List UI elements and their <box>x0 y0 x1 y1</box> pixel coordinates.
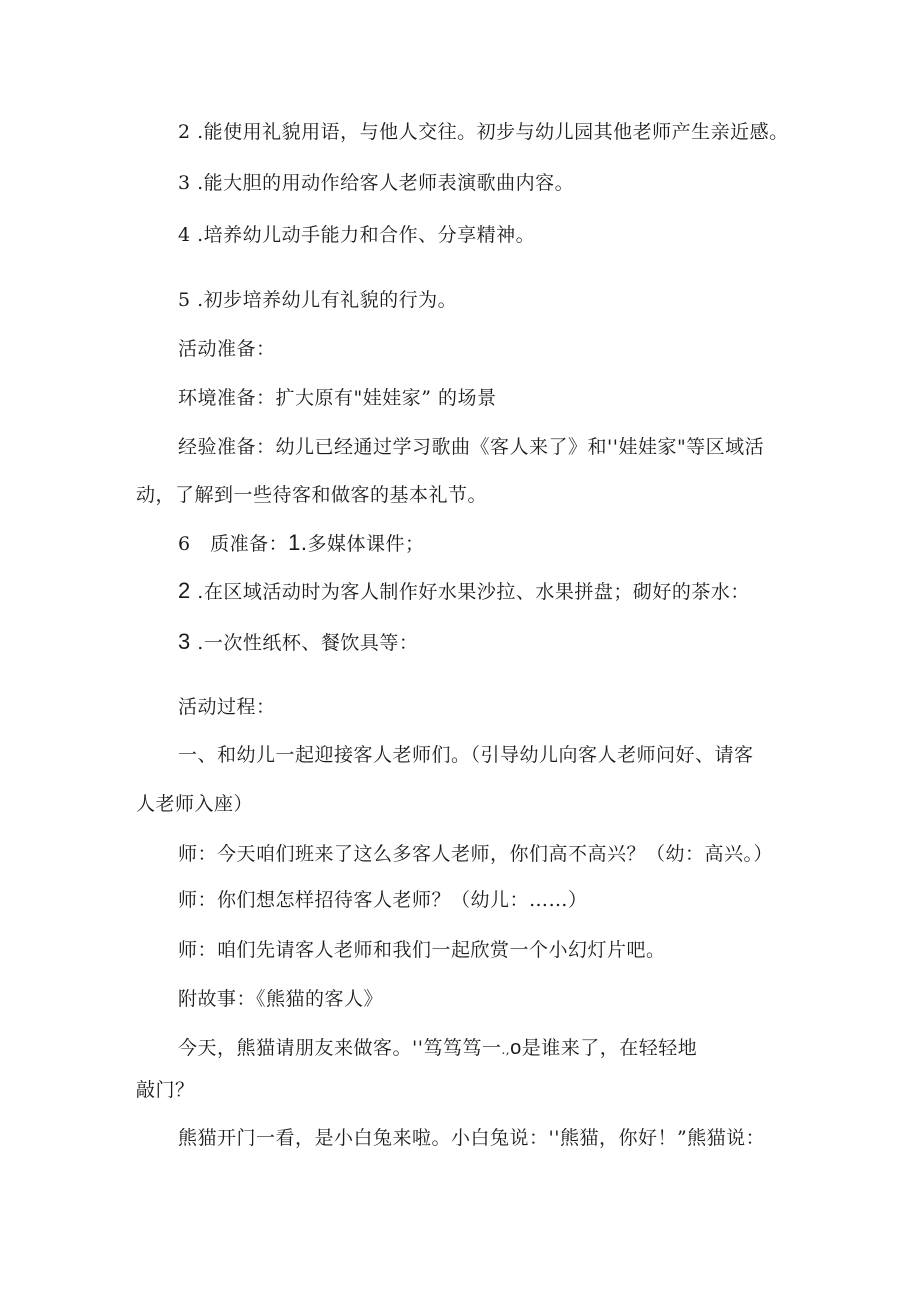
text-line: 4 .培养幼儿动手能力和合作、分享精神。 <box>178 224 536 246</box>
text-line <box>178 530 424 557</box>
text-fragment: 是谁来了，在轻轻地 <box>521 1037 698 1059</box>
text-fragment: ., <box>501 1043 511 1057</box>
text-line: 环境准备：扩大原有"娃娃家” 的场景 <box>178 387 497 409</box>
list-number: 3 <box>178 629 191 654</box>
section-heading: 活动准备： <box>178 338 276 360</box>
text-line: 一、和幼儿一起迎接客人老师们。（引导幼儿向客人老师问好、请客 <box>178 744 754 766</box>
text-line <box>178 1035 697 1063</box>
section-heading: 活动过程： <box>178 696 276 718</box>
text-line: 师：咱们先请客人老师和我们一起欣赏一个小幻灯片吧。 <box>178 939 666 961</box>
text-fragment: 多媒体课件； <box>307 533 425 555</box>
text-line: 动，了解到一些待客和做客的基本礼节。 <box>136 484 488 506</box>
text-line: 5 .初步培养幼儿有礼貌的行为。 <box>178 289 458 311</box>
text-line: 人老师入座） <box>136 793 254 815</box>
text-line: 3 .能大胆的用动作给客人老师表演歌曲内容。 <box>178 172 575 194</box>
text-line: 敲门？ <box>136 1079 195 1101</box>
text-fragment: 6 质准备： <box>178 533 289 555</box>
text-line: 师：你们想怎样招待客人老师？（幼儿：……） <box>178 889 588 911</box>
text-line <box>178 578 750 605</box>
text-fragment: .在区域活动时为客人制作好水果沙拉、水果拼盘；砌好的茶水： <box>190 581 750 603</box>
text-fragment: o <box>510 1037 522 1059</box>
text-line: 2 .能使用礼貌用语，与他人交往。初步与幼儿园其他老师产生亲近感。 <box>178 121 789 143</box>
list-number: 2 <box>178 578 191 603</box>
text-line: 经验准备：幼儿已经通过学习歌曲《客人来了》和''娃娃家"等区域活 <box>178 436 765 458</box>
text-line: 熊猫开门一看，是小白兔来啦。小白兔说：''熊猫，你好！”熊猫说： <box>178 1127 766 1149</box>
text-line: 附故事：《熊猫的客人》 <box>178 988 384 1010</box>
text-fragment: .一次性纸杯、餐饮具等： <box>190 632 419 654</box>
list-number: 1. <box>288 530 308 555</box>
text-line: 师：今天咱们班来了这么多客人老师，你们高不高兴？（幼：高兴。） <box>178 843 774 865</box>
text-fragment: 今天，熊猫请朋友来做客。''笃笃笃一 <box>178 1037 502 1059</box>
text-line <box>178 629 418 656</box>
